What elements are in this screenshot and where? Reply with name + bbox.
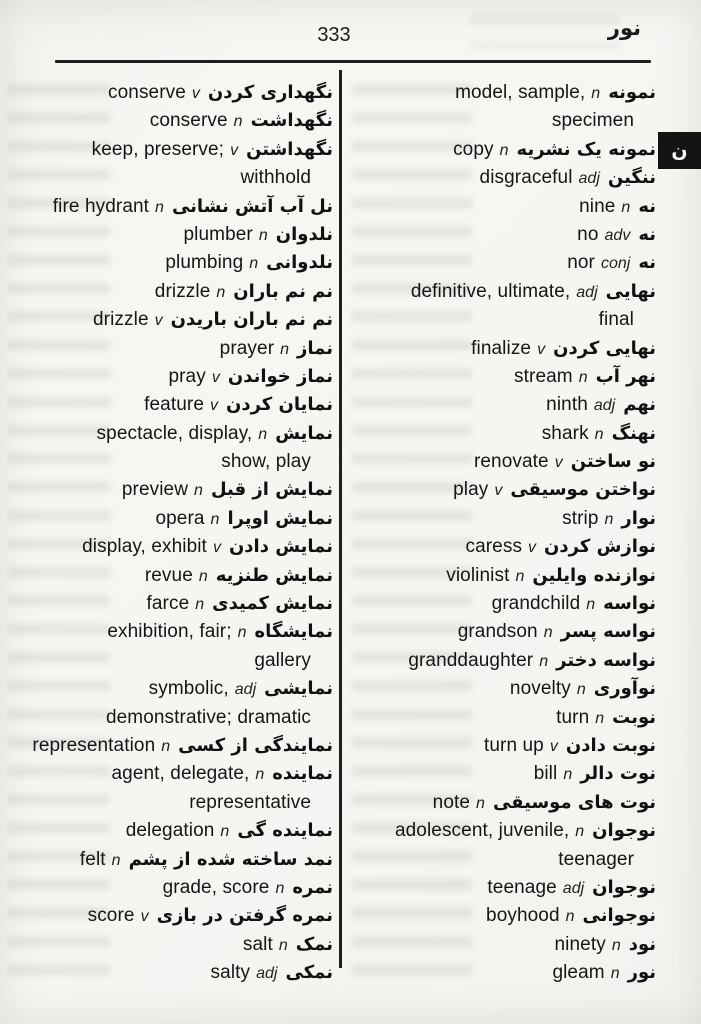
dictionary-entry [358,902,656,930]
entry-english-text: feature [144,394,204,416]
entry-english-text: shark [541,422,589,444]
entry-persian-text: نور [627,962,656,984]
entry-persian-text: نهایی [605,280,656,302]
entry-english-text: agent, delegate, [111,763,250,785]
entry-persian-text: ننگین [607,167,656,189]
entry-persian-text: نمایش [275,422,333,444]
entry-pos-tag: v [140,908,149,926]
dictionary-entry [18,306,333,334]
entry-pos-tag: n [563,766,573,784]
entry-english-text: preview [121,479,189,501]
dictionary-entry [18,817,333,845]
entry-persian-text: نمایش از قبل [210,479,333,501]
entry-pos-tag: n [539,652,549,670]
dictionary-entry [18,846,333,874]
entry-persian-text: نگهداشت [250,110,333,132]
entry-persian-text: نمایان کردن [226,394,333,416]
dictionary-entry [358,959,656,987]
entry-english-text: representation [32,734,156,756]
entry-english-text: stream [514,365,573,387]
entry-pos-tag: adj [593,397,616,415]
dictionary-entry [358,618,656,646]
entry-continuation-text: demonstrative; dramatic [105,706,311,728]
entry-continuation-line [18,448,333,476]
entry-persian-text: نماز خواندن [227,365,333,387]
entry-english-text: plumber [183,223,253,245]
dictionary-entry [18,931,333,959]
entry-pos-tag: n [194,482,203,500]
entry-persian-text: نوآوری [593,678,656,700]
entry-english-text: pray [168,365,206,387]
scan-bleed-texture [470,14,620,48]
dictionary-entry [18,107,333,135]
entry-persian-text: نل آب آتش نشانی [171,195,333,217]
entry-pos-tag: adj [576,283,598,301]
entry-english-text: felt [79,848,106,870]
entry-persian-text: نمره گرفتن در بازی [156,905,333,927]
entry-english-text: boyhood [486,905,560,927]
dictionary-entry [18,760,333,788]
entry-persian-text: نواسه پسر [560,621,656,643]
entry-persian-text: نه [638,195,656,217]
entry-pos-tag: n [249,255,259,273]
entry-persian-text: نگهداری کردن [207,82,333,103]
entry-persian-text: نلدوان [275,223,333,245]
dictionary-entry [18,278,333,306]
entry-persian-text: نهر آب [595,365,656,387]
entry-english-text: adolescent, juvenile, [394,820,570,842]
dictionary-entry [358,221,656,249]
entry-english-text: exhibition, fair; [107,621,232,643]
entry-english-text: teenage [487,876,557,898]
entry-english-text: nine [579,195,616,217]
entry-pos-tag: n [258,425,268,443]
column-divider-rule [339,70,342,968]
header-rule [55,60,651,63]
entry-pos-tag: v [554,454,563,472]
entry-continuation-line [358,306,656,334]
entry-persian-text: نهم [623,394,656,416]
entry-continuation-text: gallery [254,649,311,671]
entry-persian-text: نوجوان [592,820,656,842]
entry-pos-tag: v [210,397,218,415]
entry-english-text: symbolic, [148,678,229,700]
entry-persian-text: نه [638,223,656,245]
entry-continuation-text: show, play [221,451,311,473]
entry-english-text: grandchild [491,593,581,615]
entry-pos-tag: n [155,198,164,216]
dictionary-entry [18,476,333,504]
guide-word: نور [607,16,641,40]
entry-persian-text: نو ساختن [570,451,656,473]
entry-persian-text: نمایش کمیدی [212,593,333,615]
entry-persian-text: نمونه [608,82,656,103]
entry-pos-tag: n [198,567,208,585]
entry-pos-tag: adj [234,681,257,699]
dictionary-entry [358,79,656,107]
entry-pos-tag: adj [562,879,585,897]
entry-pos-tag: n [216,283,226,301]
dictionary-entry [18,959,333,987]
entry-persian-text: نوار [621,507,656,529]
entry-english-text: grandson [457,621,538,643]
entry-pos-tag: v [537,340,546,358]
entry-persian-text: نود [628,933,656,955]
entry-pos-tag: v [212,539,221,557]
dictionary-entry [358,448,656,476]
entry-english-text: farce [146,593,190,615]
entry-continuation-line [18,704,333,732]
entry-pos-tag: n [278,936,288,954]
entry-continuation-line [18,789,333,817]
entry-persian-text: نگهداشتن [246,138,333,160]
entry-pos-tag: n [499,141,509,159]
entry-persian-text: نه [638,252,656,274]
dictionary-entry [18,902,333,930]
dictionary-entry [18,221,333,249]
dictionary-entry [18,193,333,221]
entry-pos-tag: v [211,368,220,386]
entry-pos-tag: n [280,340,290,358]
entry-english-text: granddaughter [408,649,534,671]
entry-english-text: conserve [108,82,186,103]
entry-continuation-text: representative [189,791,311,813]
entry-pos-tag: n [195,596,205,614]
dictionary-entry [358,420,656,448]
dictionary-entry [358,789,656,817]
entry-continuation-text: teenager [558,848,634,870]
entry-continuation-text: final [598,309,634,331]
entry-persian-text: نم نم باران باریدن [170,309,333,331]
entry-persian-text: نمایش دادن [228,536,333,558]
entry-continuation-text: specimen [551,110,634,132]
entry-pos-tag: n [591,85,601,102]
entry-english-text: note [432,791,471,813]
entry-persian-text: نواسه [603,593,656,615]
entry-pos-tag: n [275,879,285,897]
entry-english-text: salty [210,962,251,984]
dictionary-entry [18,363,333,391]
dictionary-entry [18,505,333,533]
entry-persian-text: نمایش اوپرا [227,507,333,529]
dictionary-entry [18,675,333,703]
dictionary-entry [18,590,333,618]
entry-pos-tag: n [611,936,621,954]
entry-english-text: nor [567,252,595,274]
thumb-index-letter: ن [671,139,688,162]
entry-persian-text: نلدوانی [266,252,333,274]
entry-persian-text: نمکی [285,962,333,984]
entry-persian-text: نمایشی [264,678,333,700]
entry-persian-text: نوت های موسیقی [492,791,656,813]
left-column [18,79,333,988]
entry-persian-text: نهنگ [611,422,656,444]
dictionary-entry [358,874,656,902]
entry-pos-tag: conj [600,255,631,273]
dictionary-entry [358,136,656,164]
entry-persian-text: نمایشگاه [254,621,333,643]
entry-english-text: display, exhibit [82,536,207,558]
entry-english-text: ninth [546,394,588,416]
dictionary-entry [18,79,333,107]
dictionary-entry [18,420,333,448]
entry-pos-tag: n [595,709,605,727]
entry-english-text: disgraceful [479,167,573,189]
dictionary-entry [358,505,656,533]
dictionary-entry [358,562,656,590]
entry-pos-tag: n [255,766,265,784]
dictionary-entry [358,193,656,221]
entry-english-text: grade, score [162,876,270,898]
entry-english-text: play [453,479,489,501]
entry-english-text: finalize [471,337,532,359]
entry-pos-tag: v [191,85,200,102]
entry-pos-tag: n [586,596,596,614]
entry-persian-text: نوت دالر [580,763,656,785]
entry-persian-text: نماینده [272,763,333,785]
entry-pos-tag: n [621,198,631,216]
entry-pos-tag: n [515,567,525,585]
dictionary-entry [18,136,333,164]
dictionary-entry [358,335,656,363]
dictionary-entry [18,562,333,590]
entry-pos-tag: v [528,539,537,557]
entry-continuation-line [358,846,656,874]
dictionary-entry [18,874,333,902]
entry-pos-tag: n [220,823,230,841]
entry-pos-tag: n [237,624,247,642]
dictionary-entry [358,732,656,760]
dictionary-entry [18,249,333,277]
entry-english-text: turn [556,706,590,728]
entry-continuation-line [18,647,333,675]
entry-continuation-line [358,107,656,135]
entry-pos-tag: adv [604,226,631,244]
entry-persian-text: نمک [295,933,333,955]
entry-english-text: definitive, ultimate, [410,280,571,302]
entry-english-text: gleam [552,962,605,984]
dictionary-entry [18,533,333,561]
entry-english-text: copy [453,138,494,160]
entry-pos-tag: n [233,113,243,131]
entry-pos-tag: n [610,965,620,983]
entry-english-text: no [577,223,599,245]
entry-persian-text: نمره [292,876,333,898]
entry-pos-tag: n [543,624,553,642]
entry-pos-tag: n [575,823,585,841]
dictionary-entry [358,704,656,732]
dictionary-entry [358,817,656,845]
entry-pos-tag: v [154,312,163,330]
page-number: 333 [317,24,351,46]
entry-english-text: keep, preserve; [91,138,225,160]
entry-persian-text: نواختن موسیقی [510,479,656,501]
entry-english-text: drizzle [154,280,211,302]
entry-english-text: revue [144,564,193,586]
entry-persian-text: نماز [297,337,333,359]
dictionary-entry [358,249,656,277]
entry-english-text: plumbing [165,252,244,274]
entry-pos-tag: adj [578,170,600,188]
entry-english-text: fire hydrant [52,195,150,217]
dictionary-entry [358,931,656,959]
thumb-index-tab [658,132,701,169]
dictionary-entry [358,476,656,504]
entry-english-text: caress [465,536,523,558]
entry-english-text: bill [533,763,558,785]
entry-continuation-text: withhold [240,167,311,189]
entry-persian-text: نوجوانی [582,905,656,927]
entry-english-text: delegation [125,820,215,842]
entry-pos-tag: v [494,482,503,500]
dictionary-entry [358,363,656,391]
entry-english-text: model, sample, [455,82,586,103]
entry-pos-tag: n [576,681,586,699]
dictionary-entry [18,391,333,419]
entry-english-text: conserve [149,110,228,132]
entry-pos-tag: n [161,737,171,755]
entry-pos-tag: n [476,794,485,812]
entry-pos-tag: n [578,368,588,386]
entry-pos-tag: n [604,510,614,528]
dictionary-entry [358,590,656,618]
entry-persian-text: نم نم باران [233,280,333,302]
entry-english-text: spectacle, display, [96,422,253,444]
entry-english-text: prayer [219,337,275,359]
entry-pos-tag: n [111,851,121,869]
dictionary-entry [358,164,656,192]
dictionary-entry [18,732,333,760]
entry-english-text: drizzle [93,309,149,331]
entry-pos-tag: n [594,425,604,443]
entry-pos-tag: n [258,226,268,244]
entry-english-text: violinist [446,564,510,586]
entry-english-text: renovate [473,451,549,473]
entry-pos-tag: v [230,141,239,159]
entry-english-text: score [87,905,135,927]
entry-pos-tag: n [210,510,220,528]
entry-persian-text: نواسه دختر [556,649,656,671]
dictionary-entry [358,647,656,675]
dictionary-entry [18,335,333,363]
entry-persian-text: نمونه یک نشریه [516,138,656,160]
entry-pos-tag: v [549,737,558,755]
dictionary-entry [358,533,656,561]
dictionary-entry [358,675,656,703]
entry-persian-text: نوبت [612,706,656,728]
entry-continuation-line [18,164,333,192]
entry-persian-text: نمد ساخته شده از پشم [128,848,333,870]
entry-persian-text: نهایی کردن [553,337,656,359]
entry-english-text: turn up [484,734,544,756]
entry-persian-text: نماینده گی [237,820,333,842]
entry-english-text: strip [562,507,599,529]
entry-pos-tag: n [565,908,575,926]
dictionary-entry [358,391,656,419]
right-column [358,79,656,988]
entry-persian-text: نوازش کردن [544,536,656,558]
dictionary-entry [358,760,656,788]
entry-pos-tag: adj [256,965,278,983]
entry-persian-text: نوجوان [592,876,656,898]
entry-persian-text: نمایش طنزیه [215,564,333,586]
entry-persian-text: نوازنده وایلین [532,564,656,586]
entry-english-text: opera [155,507,205,529]
dictionary-entry [358,278,656,306]
entry-english-text: salt [242,933,273,955]
entry-english-text: novelty [509,678,571,700]
entry-persian-text: نمایندگی از کسی [178,734,333,756]
entry-english-text: ninety [554,933,606,955]
dictionary-entry [18,618,333,646]
entry-persian-text: نوبت دادن [565,734,656,756]
